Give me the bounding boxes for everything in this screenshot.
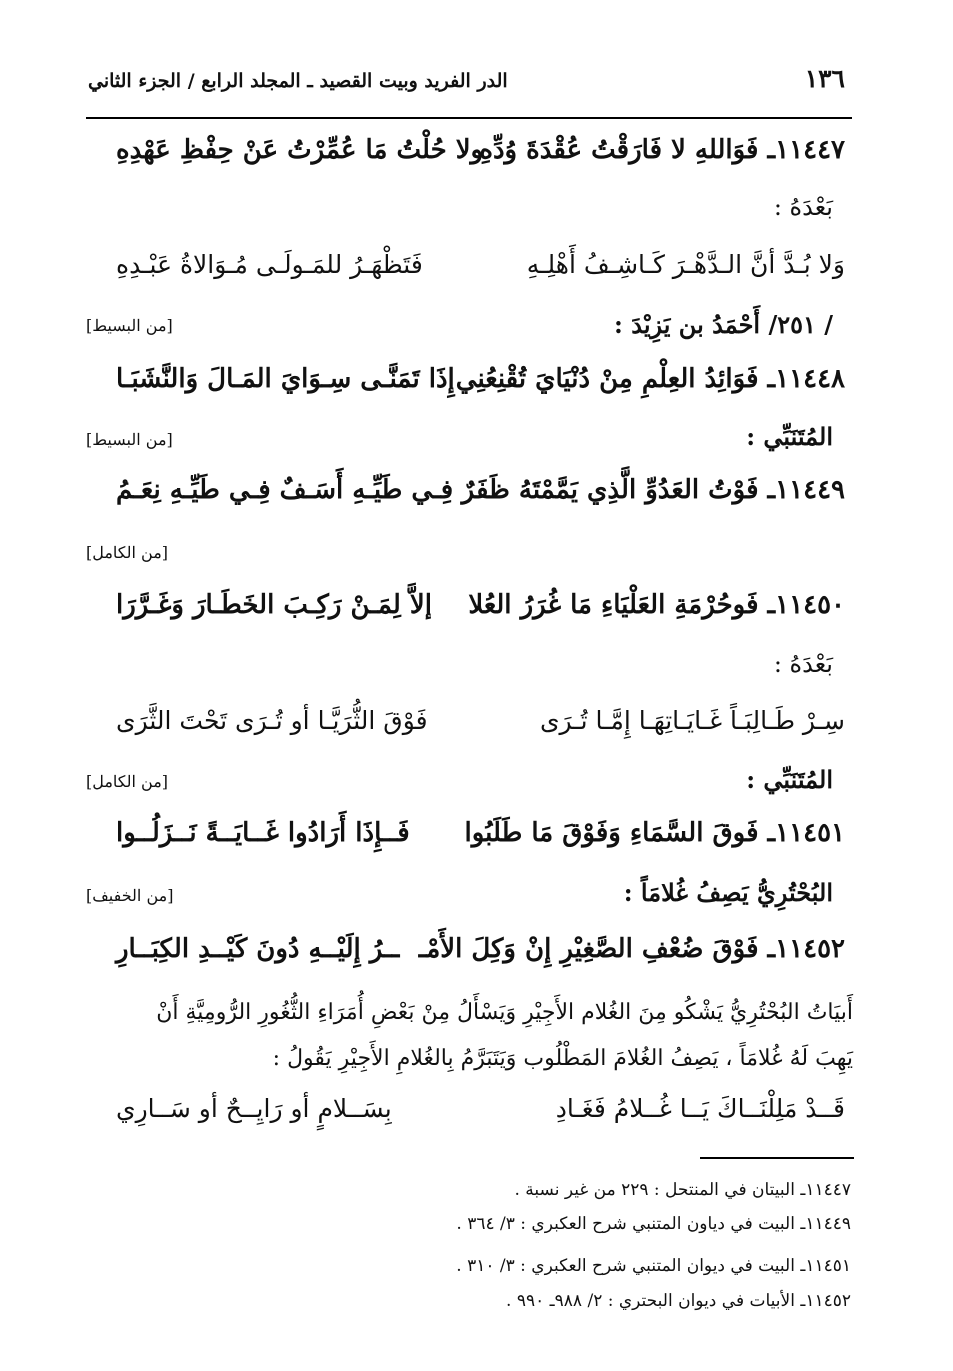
verse-1451-second-hemistich: فَــإِذَا أَرَادُوا غَــايَــةً نَــزَلُــوا — [116, 818, 410, 848]
verse-1450b-second-hemistich: فَوْقَ الثُّرَيَّـا أو تُـرَى تَحْتَ الثَّرَى — [116, 706, 428, 735]
poet-heading: / ٢٥١/ أَحْمَدُ بن يَزِيْدَ : — [614, 310, 833, 339]
footnote-separator — [700, 1157, 854, 1159]
prose-paragraph — [83, 990, 853, 1082]
page-number: ١٣٦ — [804, 64, 845, 93]
verse-1449-first-hemistich: ١١٤٤٩ـ فَوْتُ العَدُوِّ الَّذِي يَمَّمْتَهُ ظَفَرٌ — [461, 475, 845, 505]
verse-1450b-first-hemistich: سِـرْ طَـالِبَـاً غَـايَـاتِهَـا إِمَّـا تُـرَى — [539, 706, 845, 735]
verse-1447b-second-hemistich: فَتَظْهَـرُ للمَـولَـى مُـوَالاةُ عَبْـدِهِ — [116, 250, 423, 279]
meter-label: [من الكامل] — [86, 543, 169, 562]
footnote: ١١٤٤٧ـ البيتان في المنتحل : ٢٢٩ من غير نسبة . — [514, 1180, 851, 1200]
poet-heading: البُحْتُرِيُّ يَصِفُ غُلامَاً : — [623, 878, 833, 907]
running-title: الدر الفريد وبيت القصيد ـ المجلد الرابع / الجزء الثاني — [88, 70, 508, 92]
meter-label: [من الكامل] — [86, 772, 169, 791]
verse-1448-second-hemistich: إِذَا تَمَنَّـى سِـوَايَ المَـالَ وَالنَّشَبَـا — [116, 364, 455, 394]
verse-1452-first-hemistich: ١١٤٥٢ـ فَوْقَ ضُعْفِ الصَّغِيْرِ إِنْ وَكِلَ الأَمْـ — [418, 934, 845, 964]
last-verse-second-hemistich: بِسَــلامٍ أو رَايِــحٌ أو سَــارِي — [116, 1094, 392, 1123]
prose-line: يَهِبَ لَهُ غُلامَاً ، يَصِفُ الغُلامَ المَطْلُوب وَيَتَبَرَّمُ بِالغُلامِ الأَجِيْرِ يَقُولُ : — [272, 1046, 853, 1071]
meter-label: [من البسيط] — [86, 430, 173, 449]
verse-1450-second-hemistich: إلاَّ لِمَـنْ رَكِـبَ الخَطَـارَ وَغَـرَّرَا — [116, 590, 432, 620]
after-note: بَعْدَهُ : — [773, 193, 833, 221]
footnote: ١١٤٥٢ـ الأبيات في ديوان البحتري : ٢/ ٩٨٨ـ ٩٩٠ . — [506, 1291, 851, 1311]
footnote: ١١٤٥١ـ البيت في ديوان المتنبي شرح العكبري : ٣/ ٣١٠ . — [456, 1256, 851, 1276]
verse-1447b-first-hemistich: وَلا بُـدَّ أنَّ الـدَّهْـرَ كَـاشِـفُ أَهْلِـهِ — [526, 250, 845, 279]
poet-heading: المُتَنَبِّي : — [746, 422, 833, 451]
footnote: ١١٤٤٩ـ البيت في دياون المتنبي شرح العكبري : ٣/ ٣٦٤ . — [456, 1214, 851, 1234]
verse-1452-second-hemistich: ــرُ إِلَيْــهِ دُونَ كَيْــدِ الكِبَــارِ — [116, 934, 400, 964]
last-verse-first-hemistich: قَــدْ مَلِلْنَــاكَ يَــا غُــلامُ فَغَـادِ — [555, 1094, 845, 1123]
verse-1451-first-hemistich: ١١٤٥١ـ فَوقَ السَّمَاءِ وَفَوْقَ مَا طَلَبُوا — [464, 818, 845, 848]
verse-1447-first-hemistich: ١١٤٤٧ـ فَوَاللهِ لا فَارَقْتُ عُقْدَةَ وُدِّهِ — [479, 135, 845, 165]
prose-line: أَبيَاتُ البُحْتُرِيُّ يَشْكُو مِنَ الغُلام الأَجِيْرِ وَيَسْأَلُ مِنْ بَعْضِ أُمَرَاءِ الثُّغُورِ الرُّومِيَّةِ أَنْ — [156, 1000, 853, 1025]
verse-1450-first-hemistich: ١١٤٥٠ـ فَوحُرْمَةِ العَلْيَاءِ مَا غُرَرُ العُلا — [468, 590, 845, 620]
verse-1448-first-hemistich: ١١٤٤٨ـ فَوَائِدُ العِلْمِ مِنْ دُنْيَايَ تُقْنِعُنِي — [455, 364, 845, 394]
verse-1447-second-hemistich: ولا حُلْتُ مَا عُمِّرْتُ عَنْ حِفْظِ عَهْدِهِ — [116, 135, 484, 165]
poet-heading: المُتَنَبِّي : — [746, 765, 833, 794]
meter-label: [من البسيط] — [86, 316, 173, 335]
header-rule — [86, 117, 852, 119]
meter-label: [من الخفيف] — [86, 886, 174, 905]
after-note: بَعْدَهُ : — [773, 650, 833, 678]
verse-1449-second-hemistich: فِـي طَيِّـهِ أَسَـفٌ فِـي طَيِّـهِ نِعَـمُ — [116, 475, 454, 505]
